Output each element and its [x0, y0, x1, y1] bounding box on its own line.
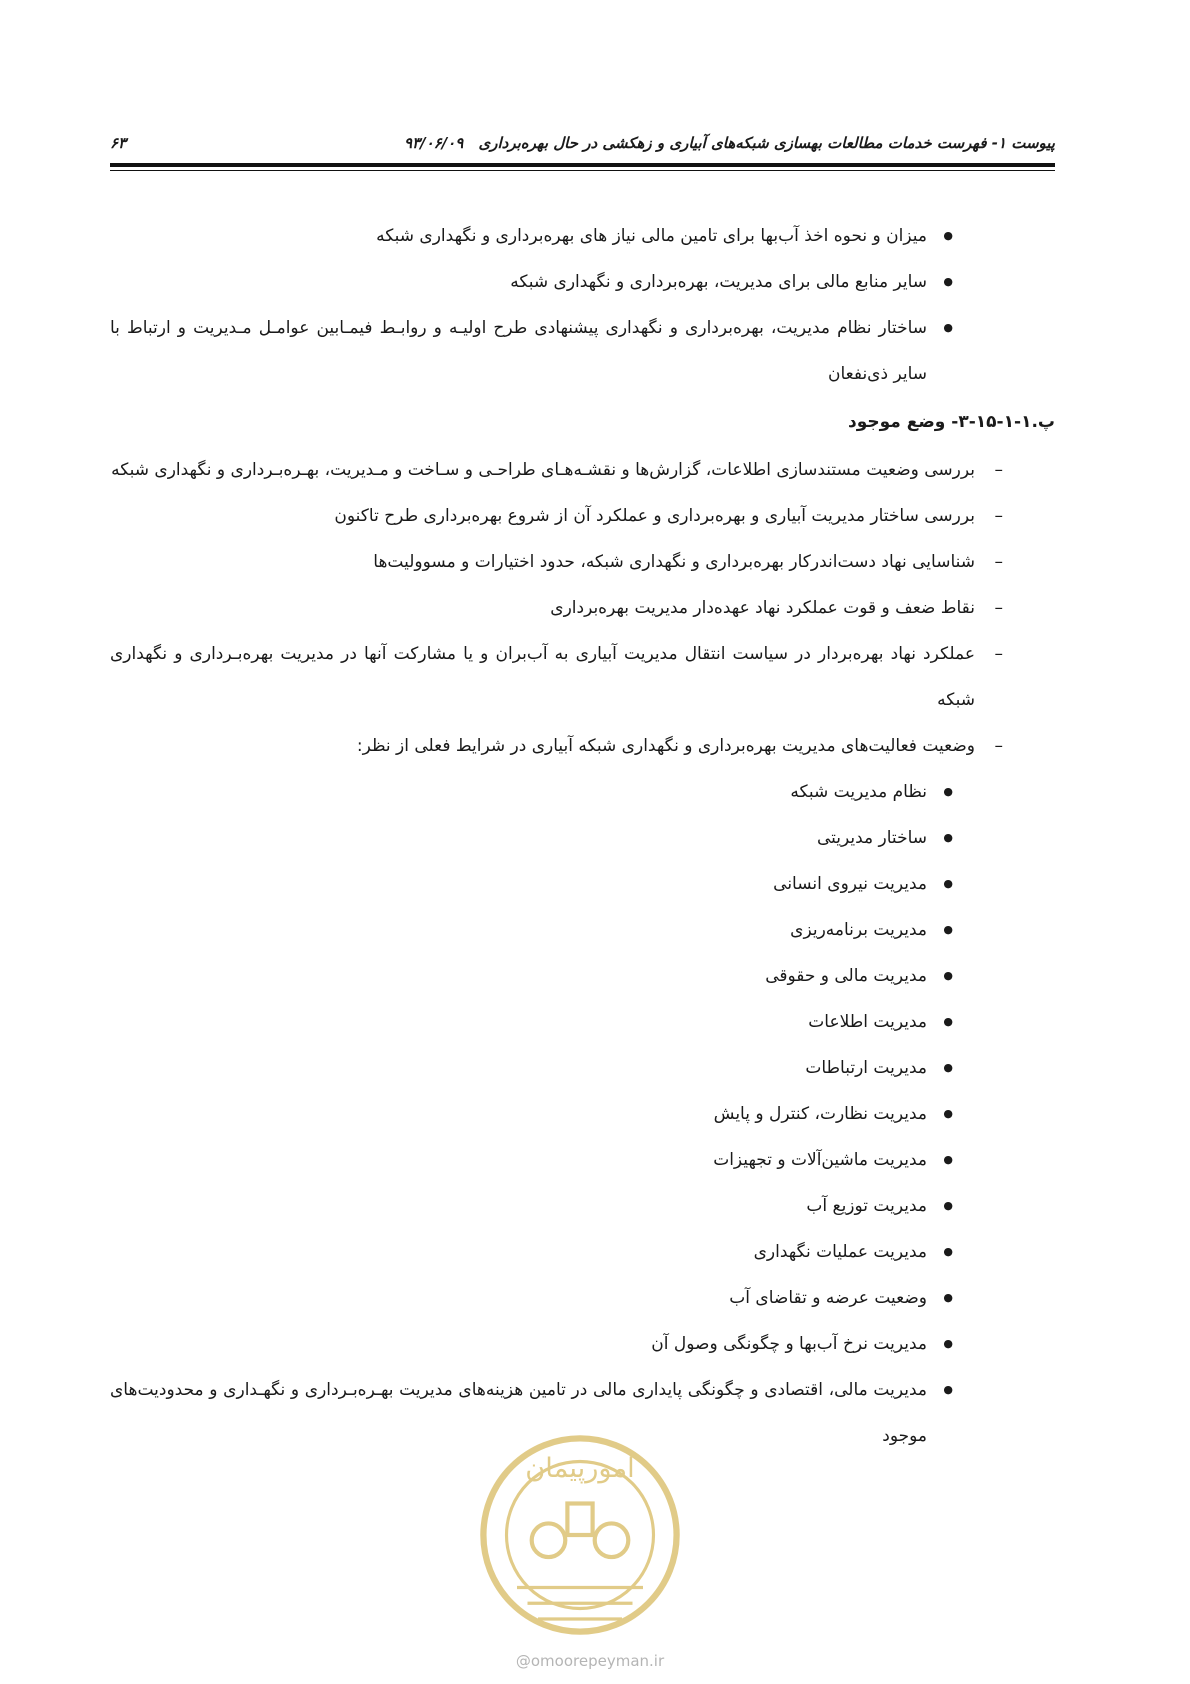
list-item: ● مدیریت ماشین‌آلات و تجهیزات — [110, 1137, 1055, 1183]
list-item: ● میزان و نحوه اخذ آب‌بها برای تامین مالی نیاز های بهره‌برداری و نگهداری شبکه — [110, 213, 1055, 259]
list-item: – بررسی ساختار مدیریت آبیاری و بهره‌برداری و عملکرد آن از شروع بهره‌برداری طرح تاکنون — [110, 493, 1055, 539]
list-item: ● ساختار نظام مدیریت، بهره‌برداری و نگهداری پیشنهادی طرح اولیـه و روابـط فیمـابین عوامـل مـدیریت و ارتباط با سایر ذی‌نفعان — [110, 305, 1055, 397]
header-title-group — [404, 134, 1055, 152]
watermark-seal-icon — [475, 1430, 685, 1640]
watermark-seal-text: امورپیمان — [525, 1453, 635, 1485]
header-title: پیوست ۱- فهرست خدمات مطالعات بهسازی شبکه‌های آبیاری و زهکشی در حال بهره‌برداری — [478, 134, 1055, 152]
dash-list — [110, 447, 1055, 769]
section-heading: پ.۱-۱-۱۵-۳- وضع موجود — [848, 412, 1055, 432]
list-item: – عملکرد نهاد بهره‌بردار در سیاست انتقال مدیریت آبیاری به آب‌بران و یا مشارکت آنها در مدیریت بهره‌بـرداری و نگهداری شبکه — [110, 631, 1055, 723]
list-item: ● وضعیت عرضه و تقاضای آب — [110, 1275, 1055, 1321]
header-rule-thick — [110, 163, 1055, 167]
list-item: ● مدیریت اطلاعات — [110, 999, 1055, 1045]
list-item: ● نظام مدیریت شبکه — [110, 769, 1055, 815]
watermark-site: @omoorepeyman.ir — [515, 1652, 665, 1670]
list-item: ● ساختار مدیریتی — [110, 815, 1055, 861]
list-item: ● مدیریت ارتباطات — [110, 1045, 1055, 1091]
list-item: ● مدیریت توزیع آب — [110, 1183, 1055, 1229]
page-body — [110, 213, 1055, 1459]
header-date: ۹۳/۰۶/۰۹ — [403, 134, 464, 152]
list-item: ● مدیریت مالی و حقوقی — [110, 953, 1055, 999]
list-item: – شناسایی نهاد دست‌اندرکار بهره‌برداری و نگهداری شبکه، حدود اختیارات و مسوولیت‌ها — [110, 539, 1055, 585]
list-item: ● مدیریت عملیات نگهداری — [110, 1229, 1055, 1275]
header-rule-thin — [110, 170, 1055, 171]
list-item: – نقاط ضعف و قوت عملکرد نهاد عهده‌دار مدیریت بهره‌برداری — [110, 585, 1055, 631]
list-item: ● مدیریت نظارت، کنترل و پایش — [110, 1091, 1055, 1137]
list-item: ● مدیریت نرخ آب‌بها و چگونگی وصول آن — [110, 1321, 1055, 1367]
list-item: ● مدیریت مالی، اقتصادی و چگونگی پایداری مالی در تامین هزینه‌های مدیریت بهـره‌بـرداری و نگهـداری و محدودیت‌های موجود — [110, 1367, 1055, 1459]
list-item: ● مدیریت برنامه‌ریزی — [110, 907, 1055, 953]
page-number: ۶۳ — [110, 134, 127, 152]
list-item: – بررسی وضعیت مستندسازی اطلاعات، گزارش‌ها و نقشـه‌هـای طراحـی و سـاخت و مـدیریت، بهـره‌بـرداری و نگهداری شبکه — [110, 447, 1055, 493]
sub-bullet-list — [110, 769, 1055, 1459]
top-bullet-list — [110, 213, 1055, 397]
list-item: ● سایر منابع مالی برای مدیریت، بهره‌برداری و نگهداری شبکه — [110, 259, 1055, 305]
page-header — [110, 128, 1055, 158]
list-item: ● مدیریت نیروی انسانی — [110, 861, 1055, 907]
list-item: – وضعیت فعالیت‌های مدیریت بهره‌برداری و نگهداری شبکه آبیاری در شرایط فعلی از نظر: — [110, 723, 1055, 769]
